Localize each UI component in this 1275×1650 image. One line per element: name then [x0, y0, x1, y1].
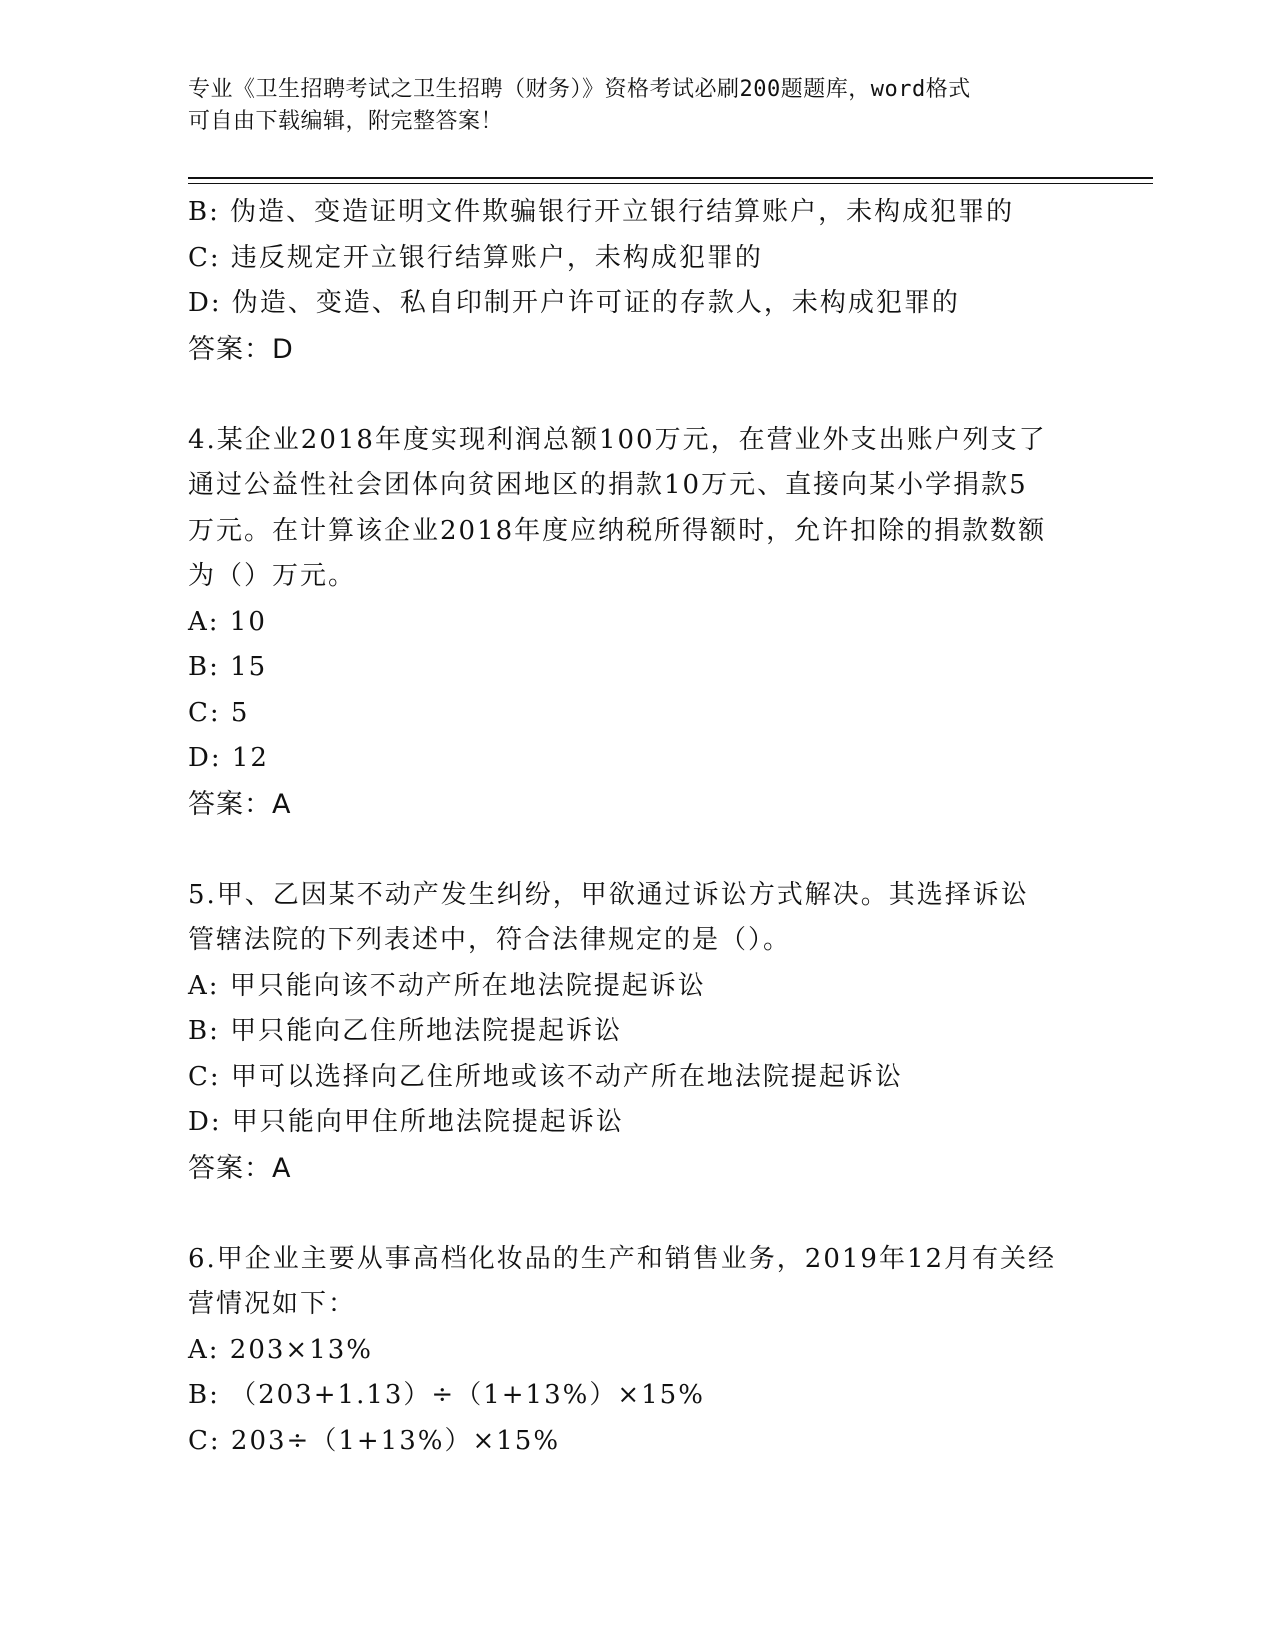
option-c: C: 甲可以选择向乙住所地或该不动产所在地法院提起诉讼 [188, 1061, 903, 1092]
document-body [188, 190, 1088, 1464]
option-b: B: 甲只能向乙住所地法院提起诉讼 [188, 1016, 623, 1046]
question-text-line: 管辖法院的下列表述中，符合法律规定的是（）。 [188, 925, 792, 955]
question-5 [188, 873, 1088, 1192]
header-line-1: 专业《卫生招聘考试之卫生招聘（财务）》资格考试必刷200题题库，word格式 [188, 77, 971, 102]
option-a: A: 甲只能向该不动产所在地法院提起诉讼 [188, 970, 706, 1001]
option-c: C: 203÷（1+13%）×15% [188, 1425, 561, 1456]
option-d: D: 伪造、变造、私自印制开户许可证的存款人，未构成犯罪的 [188, 288, 960, 318]
answer-line: 答案：A [188, 1152, 292, 1184]
answer-line: 答案：D [188, 333, 294, 365]
option-b: B: 15 [188, 652, 268, 682]
question-text-line: 为（）万元。 [188, 561, 357, 591]
question-text-line: 通过公益性社会团体向贫困地区的捐款10万元、直接向某小学捐款5 [188, 470, 1028, 500]
header-rule-thin [188, 183, 1153, 184]
option-b: B: 伪造、变造证明文件欺骗银行开立银行结算账户，未构成犯罪的 [188, 197, 1015, 227]
option-c: C: 违反规定开立银行结算账户，未构成犯罪的 [188, 242, 763, 273]
question-6 [188, 1237, 1088, 1465]
spacer [188, 1191, 1088, 1237]
spacer [188, 372, 1088, 418]
question-3-tail [188, 190, 1088, 372]
option-d: D: 12 [188, 743, 269, 773]
question-text-line: 4.某企业2018年度实现利润总额100万元，在营业外支出账户列支了 [188, 424, 1047, 455]
question-text-line: 万元。在计算该企业2018年度应纳税所得额时，允许扣除的捐款数额 [188, 515, 1047, 546]
option-a: A: 10 [188, 606, 267, 637]
question-text-line: 6.甲企业主要从事高档化妆品的生产和销售业务，2019年12月有关经 [188, 1243, 1057, 1274]
document-header [188, 74, 1068, 138]
option-b: B: （203+1.13）÷（1+13%）×15% [188, 1380, 705, 1410]
question-4 [188, 418, 1088, 828]
header-rule-thick [188, 177, 1153, 179]
option-a: A: 203×13% [188, 1334, 374, 1365]
option-d: D: 甲只能向甲住所地法院提起诉讼 [188, 1107, 624, 1137]
question-text-line: 营情况如下： [188, 1289, 357, 1319]
question-text-line: 5.甲、乙因某不动产发生纠纷，甲欲通过诉讼方式解决。其选择诉讼 [188, 879, 1029, 910]
option-c: C: 5 [188, 697, 250, 728]
answer-line: 答案：A [188, 788, 292, 820]
header-line-2: 可自由下载编辑，附完整答案！ [188, 109, 504, 134]
spacer [188, 827, 1088, 873]
